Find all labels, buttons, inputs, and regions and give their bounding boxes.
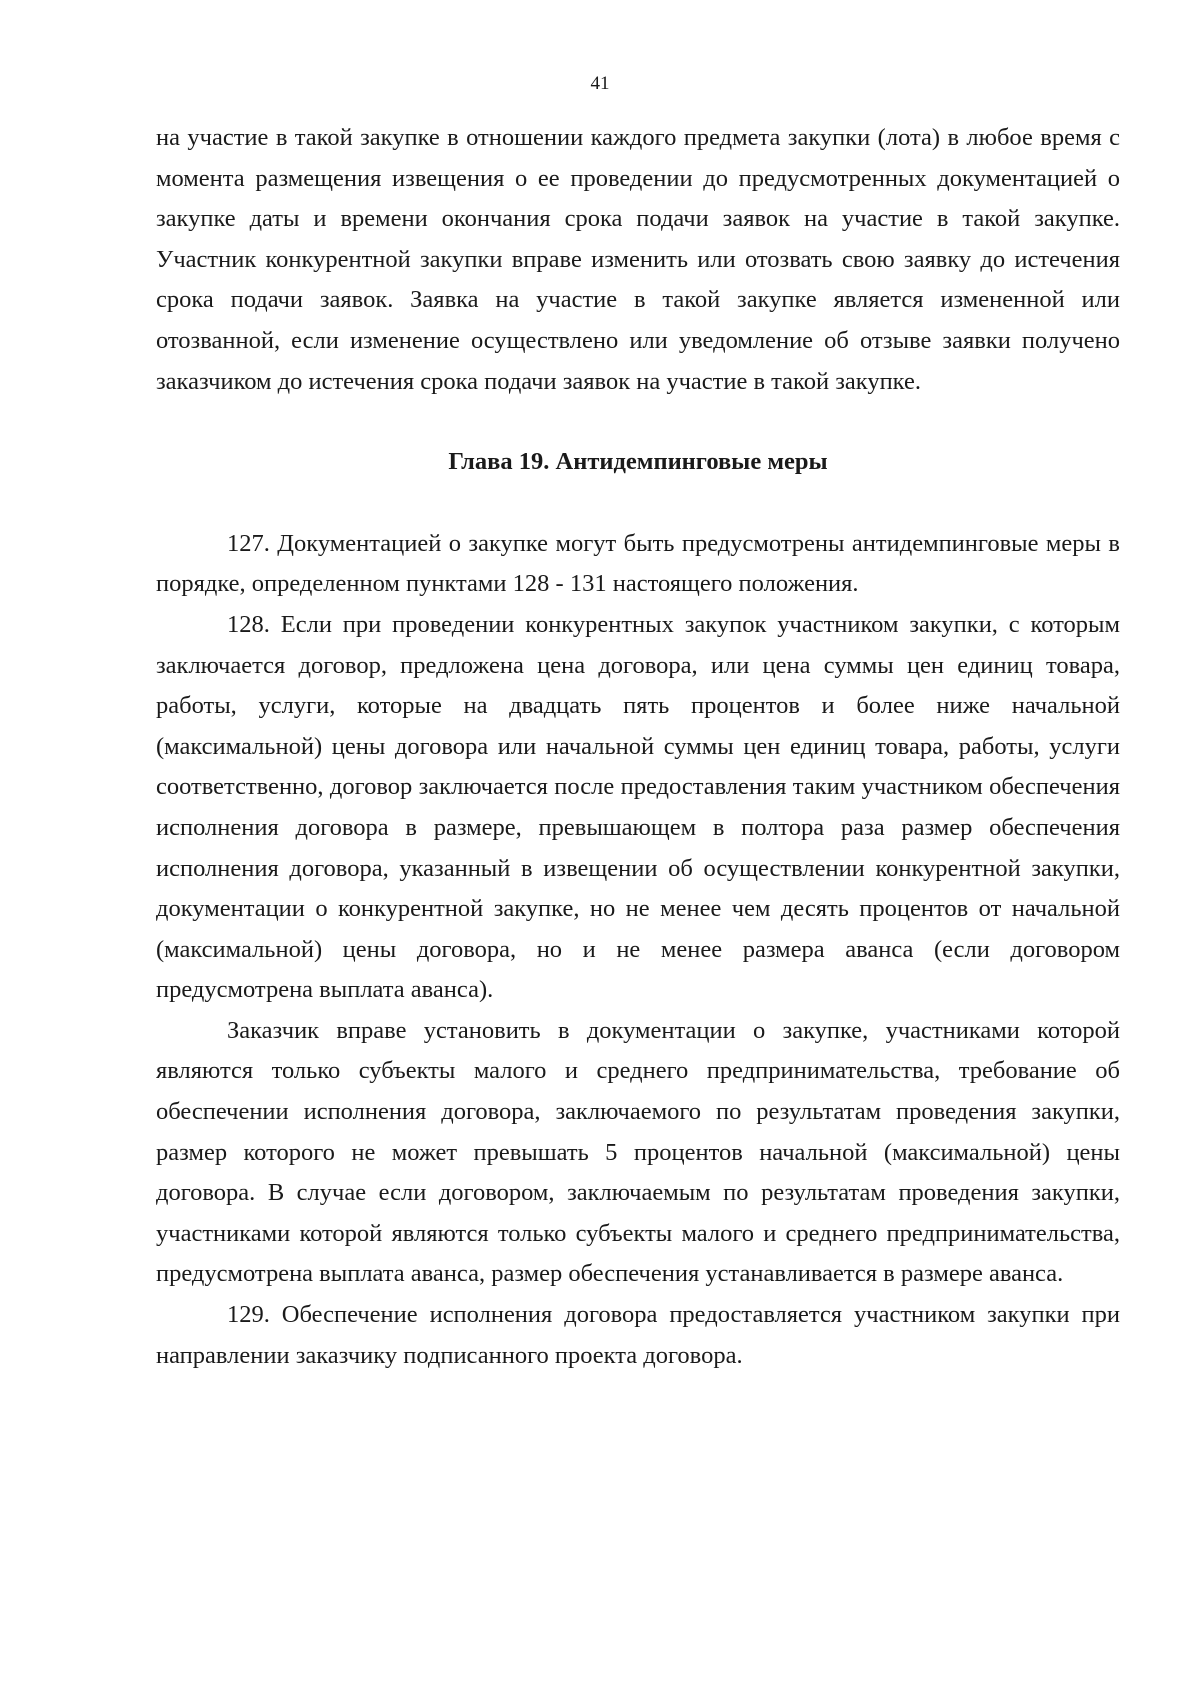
paragraph-129: 129. Обеспечение исполнения договора предоставляется участником закупки при направлении заказчику подписанного проекта договора.: [156, 1301, 1120, 1369]
paragraph-128: 128. Если при проведении конкурентных закупок участником закупки, с которым заключается договор, предложена цена договора, или цена суммы цен единиц товара, работы, услуги, которые на двадцать пять процентов и более ниже начальной (максимальной) цены договора или начальной суммы цен единиц товара, работы, услуги соответственно, договор заключается после предоставления таким участником обеспечения исполнения договора в размере, превышающем в полтора раза размер обеспечения исполнения договора, указанный в извещении об осуществлении конкурентной закупки, документации о конкурентной закупке, но не менее чем десять процентов от начальной (максимальной) цены договора, но и не менее размера аванса (если договором предусмотрена выплата аванса).: [156, 610, 1120, 1004]
chapter-heading: Глава 19. Антидемпинговые меры: [448, 448, 828, 476]
paragraph-continuation: на участие в такой закупке в отношении каждого предмета закупки (лота) в любое время с момента размещения извещения о ее проведении до предусмотренных документацией о закупке даты и времени окончания срока подачи заявок на участие в такой закупке. Участник конкурентной закупки вправе изменить или отозвать свою заявку до истечения срока подачи заявок. Заявка на участие в такой закупке является измененной или отозванной, если изменение осуществлено или уведомление об отзыве заявки получено заказчиком до истечения срока подачи заявок на участие в такой закупке.: [156, 124, 1120, 395]
page-number: 41: [590, 73, 610, 94]
document-body: [156, 118, 1120, 1376]
paragraph-128-customer: Заказчик вправе установить в документации о закупке, участниками которой являются только субъекты малого и среднего предпринимательства, требование об обеспечении исполнения договора, заключаемого по результатам проведения закупки, размер которого не может превышать 5 процентов начальной (максимальной) цены договора. В случае если договором, заключаемым по результатам проведения закупки, участниками которой являются только субъекты малого и среднего предпринимательства, предусмотрена выплата аванса, размер обеспечения устанавливается в размере аванса.: [156, 1016, 1120, 1288]
paragraph-127: 127. Документацией о закупке могут быть предусмотрены антидемпинговые меры в порядке, определенном пунктами 128 - 131 настоящего положения.: [156, 529, 1120, 598]
